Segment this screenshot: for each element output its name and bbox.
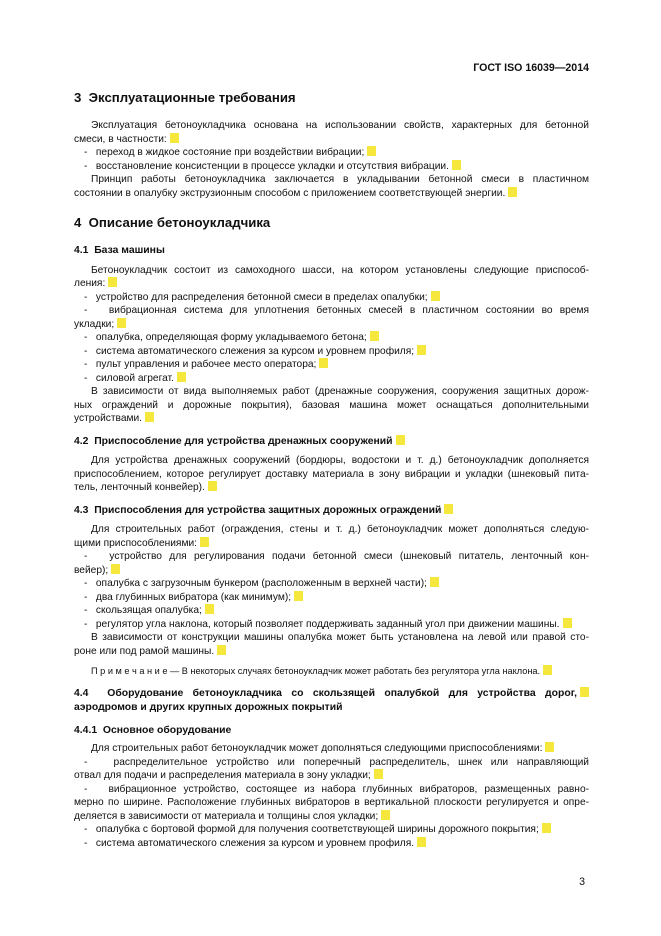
subsection-heading-4-2 [74, 435, 589, 450]
text-line [74, 550, 589, 564]
paragraph [74, 454, 589, 495]
highlight-mark [177, 372, 186, 382]
text-run: - система автоматического слежения за курсом и уровнем профиля; [84, 345, 415, 357]
text-line [74, 618, 589, 632]
highlight-mark [208, 481, 217, 491]
text-line [74, 160, 589, 174]
text-run: 3 Эксплуатационные требования [74, 90, 296, 105]
highlight-mark [205, 604, 214, 614]
text-line [74, 481, 589, 495]
highlight-mark [108, 277, 117, 287]
highlight-mark [563, 618, 572, 628]
text-line [74, 504, 589, 519]
text-line [74, 133, 589, 147]
text-run: Для устройства дренажных сооружений (бордюры, водостоки и т. д.) бетоноукладчик дополняется [91, 455, 589, 466]
text-run: 4 Описание бетоноукладчика [74, 215, 271, 230]
highlight-mark [417, 345, 426, 355]
text-run: - устройство для регулирования подачи бетонной смеси (шнековый питатель, ленточный кон- [84, 551, 589, 562]
highlight-mark [319, 358, 328, 368]
text-line [74, 214, 589, 231]
list-item [74, 291, 589, 305]
text-run: 4.1 База машины [74, 245, 165, 256]
text-run: роне или под рамой машины. [74, 645, 215, 657]
text-line [74, 724, 589, 738]
highlight-mark [430, 577, 439, 587]
text-run: - система автоматического слежения за курсом и уровнем профиля. [84, 837, 415, 849]
text-run: Для строительных работ бетоноукладчик может дополняться следующими приспособлениями: [91, 743, 543, 754]
highlight-mark [117, 318, 126, 328]
highlight-mark [111, 564, 120, 574]
highlight-mark [170, 133, 179, 143]
text-run: вейер); [74, 564, 109, 576]
text-line [74, 331, 589, 345]
highlight-mark [217, 645, 226, 655]
list-item [74, 823, 589, 837]
highlight-mark [508, 187, 517, 197]
text-line [74, 837, 589, 851]
subsection-heading-4-1 [74, 244, 589, 259]
highlight-mark [542, 823, 551, 833]
highlight-mark [417, 837, 426, 847]
text-run: смеси, в частности: [74, 133, 167, 145]
text-run: - два глубинных вибратора (как минимум); [84, 591, 292, 603]
list-item [74, 604, 589, 618]
highlight-mark [145, 412, 154, 422]
text-line [74, 742, 589, 756]
text-run: ления: [74, 278, 106, 289]
text-run: ных ограждений и дорожные покрытия), базовая машина может оснащаться дополнительными [74, 399, 589, 411]
highlight-mark [367, 146, 376, 156]
text-line [74, 435, 589, 450]
section-heading-4 [74, 214, 589, 231]
text-line [74, 399, 589, 413]
text-run: - скользящая опалубка; [84, 605, 202, 616]
text-line [74, 89, 589, 106]
paragraph [74, 385, 589, 426]
text-run: отвал для подачи и распределения материала в зону укладки; [74, 770, 371, 781]
text-line [74, 187, 589, 201]
subsection-heading-4-4 [74, 687, 589, 716]
paragraph [74, 631, 589, 658]
text-run: - восстановление консистенции в процессе укладки и отсутствия вибрации. [84, 160, 449, 172]
highlight-mark [545, 742, 554, 752]
text-line [74, 412, 589, 426]
text-run: Принцип работы бетоноукладчика заключается в укладывании бетонной смеси в пластичном [91, 174, 589, 185]
text-line [74, 304, 589, 318]
highlight-mark [444, 504, 453, 514]
text-run: П р и м е ч а н и е — В некоторых случаях бетоноукладчик может работать без регулятора угла наклона. [91, 666, 541, 676]
text-line [74, 810, 589, 824]
text-line [74, 318, 589, 332]
list-item [74, 783, 589, 824]
text-line [74, 523, 589, 537]
list-item [74, 618, 589, 632]
list-item [74, 756, 589, 783]
text-run: тель, ленточный конвейер). [74, 482, 205, 493]
text-run: 4.3 Приспособления для устройства защитных дорожных ограждений [74, 504, 442, 516]
document-body [74, 89, 589, 850]
paragraph [74, 742, 589, 756]
text-run: В зависимости от конструкции машины опалубка может быть установлена на левой или правой сто- [91, 632, 589, 643]
text-line [74, 173, 589, 187]
paragraph [74, 523, 589, 550]
text-line [74, 372, 589, 386]
text-line [74, 564, 589, 578]
text-run: - силовой агрегат. [84, 372, 174, 384]
text-line [74, 468, 589, 482]
text-line [74, 591, 589, 605]
text-line [74, 454, 589, 468]
text-run: Эксплуатация бетоноукладчика основана на использовании свойств, характерных для бетонной [91, 120, 589, 131]
text-run: - опалубка с загрузочным бункером (расположенным в верхней части); [84, 578, 427, 589]
paragraph [74, 119, 589, 146]
text-line [74, 645, 589, 659]
list-item [74, 591, 589, 605]
note [74, 665, 589, 678]
list-item [74, 146, 589, 160]
highlight-mark [200, 537, 209, 547]
text-run: деляется в зависимости от материала и толщины слоя укладки; [74, 810, 379, 822]
text-run: 4.4.1 Основное оборудование [74, 724, 232, 736]
text-run: приспособлением, которое регулирует доставку материала в зону вибрации и укладки (шнековый пита- [74, 468, 589, 480]
text-run: щими приспособлениями: [74, 537, 197, 549]
list-item [74, 345, 589, 359]
text-run: 4.2 Приспособление для устройства дренажных сооружений [74, 435, 393, 447]
text-run: - вибрационная система для уплотнения бетонных смесей в пластичном состоянии во время [84, 305, 589, 316]
highlight-mark [370, 331, 379, 341]
text-line [74, 119, 589, 133]
text-run: - переход в жидкое состояние при воздействии вибрации; [84, 147, 365, 158]
text-run: аэродромов и других крупных дорожных покрытий [74, 702, 343, 713]
text-line [74, 345, 589, 359]
text-line [74, 631, 589, 645]
section-heading-3 [74, 89, 589, 106]
text-line [74, 665, 589, 678]
text-line [74, 146, 589, 160]
text-line [74, 264, 589, 278]
list-item [74, 577, 589, 591]
text-run: В зависимости от вида выполняемых работ (дренажные сооружения, сооружения защитных дорож- [91, 386, 589, 397]
text-line [74, 577, 589, 591]
text-line [74, 291, 589, 305]
paragraph [74, 264, 589, 291]
text-run: - регулятор угла наклона, который позволяет поддерживать заданный угол при движении машины. [84, 618, 560, 630]
highlight-mark [396, 435, 405, 445]
text-run: Бетоноукладчик состоит из самоходного шасси, на котором установлены следующие приспособ- [91, 264, 589, 276]
text-run: укладки; [74, 318, 115, 330]
list-item [74, 358, 589, 372]
text-line [74, 783, 589, 797]
text-line [74, 769, 589, 783]
list-item [74, 331, 589, 345]
highlight-mark [374, 769, 383, 779]
text-run: - опалубка, определяющая форму укладываемого бетона; [84, 332, 367, 343]
text-run: Для строительных работ (ограждения, стены и т. д.) бетоноукладчик может дополняться следую- [91, 524, 589, 535]
paragraph [74, 173, 589, 200]
text-run: мерно по ширине. Расположение глубинных вибраторов в вертикальной плоскости регулируется и опре- [74, 797, 589, 808]
text-line [74, 701, 589, 716]
page-number: 3 [579, 876, 585, 888]
subsection-heading-4-3 [74, 504, 589, 519]
list-item [74, 837, 589, 851]
list-item [74, 550, 589, 577]
text-line [74, 277, 589, 291]
text-run: 4.4 Оборудование бетоноукладчика со скользящей опалубкой для устройства дорог, [74, 687, 577, 699]
subsection-heading-4-4-1 [74, 724, 589, 738]
text-run: устройствами. [74, 413, 143, 424]
highlight-mark [543, 665, 552, 675]
page-content [74, 62, 589, 850]
highlight-mark [431, 291, 440, 301]
highlight-mark [381, 810, 390, 820]
list-item [74, 304, 589, 331]
doc-code: ГОСТ ISO 16039—2014 [473, 62, 589, 74]
text-run: - вибрационное устройство, состоящее из набора глубинных вибраторов, размещенных равно- [84, 783, 589, 795]
text-run: - опалубка с бортовой формой для получения соответствующей ширины дорожного покрытия; [84, 824, 539, 835]
list-item [74, 372, 589, 386]
text-line [74, 604, 589, 618]
text-line [74, 358, 589, 372]
text-line [74, 537, 589, 551]
list-item [74, 160, 589, 174]
text-line [74, 756, 589, 770]
highlight-mark [452, 160, 461, 170]
text-run: - распределительное устройство или поперечный распределитель, шнек или направляющий [84, 756, 589, 768]
text-run: состоянии в опалубку экструзионным способом с приложением соответствующей энергии. [74, 187, 506, 199]
highlight-mark [580, 687, 589, 697]
text-run: - пульт управления и рабочее место оператора; [84, 359, 317, 370]
text-line [74, 796, 589, 810]
text-line [74, 687, 589, 702]
text-line [74, 823, 589, 837]
text-line [74, 244, 589, 259]
text-line [74, 385, 589, 399]
highlight-mark [294, 591, 303, 601]
text-run: - устройство для распределения бетонной смеси в пределах опалубки; [84, 291, 428, 303]
